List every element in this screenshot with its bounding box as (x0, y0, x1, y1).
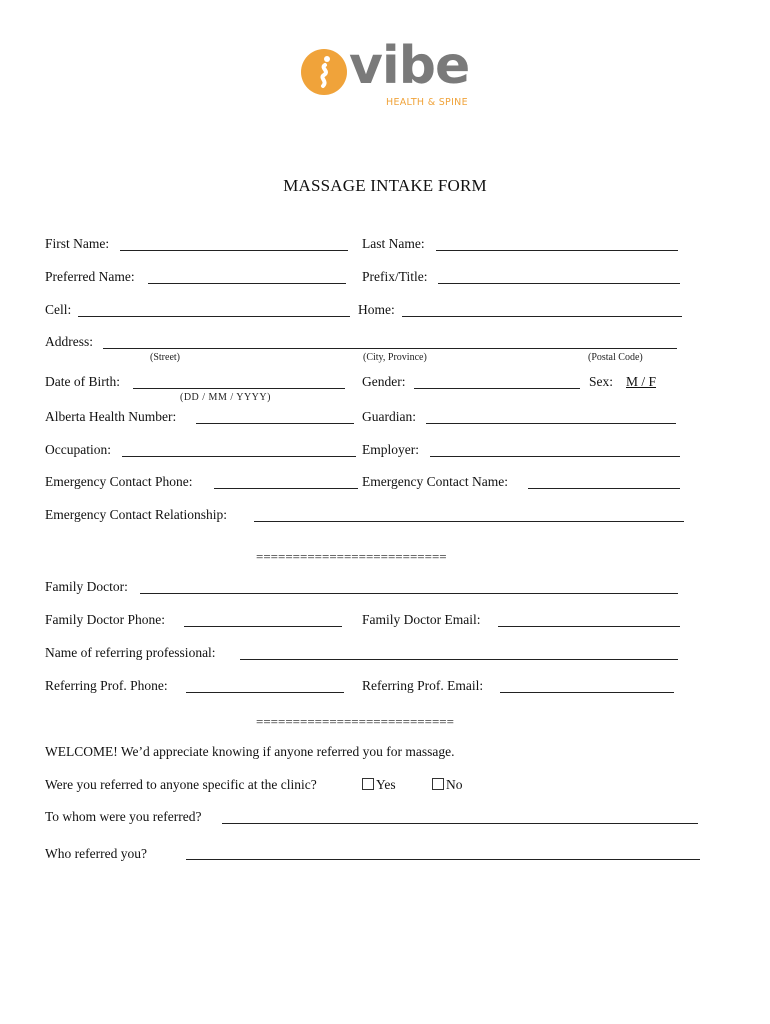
who-referred-field[interactable] (186, 859, 700, 860)
emergency-relationship-label: Emergency Contact Relationship: (45, 507, 227, 522)
referring-phone-label: Referring Prof. Phone: (45, 678, 168, 693)
postal-hint: (Postal Code) (588, 352, 643, 363)
cell-field[interactable] (78, 316, 350, 317)
dob-field[interactable] (133, 388, 345, 389)
yes-checkbox[interactable] (362, 778, 374, 790)
guardian-field[interactable] (426, 423, 676, 424)
who-referred-label: Who referred you? (45, 846, 147, 861)
family-doctor-email-label: Family Doctor Email: (362, 612, 481, 627)
home-label: Home: (358, 302, 395, 317)
health-number-field[interactable] (196, 423, 354, 424)
last-name-label: Last Name: (362, 236, 425, 251)
family-doctor-email-field[interactable] (498, 626, 680, 627)
to-whom-label: To whom were you referred? (45, 809, 202, 824)
prefix-title-label: Prefix/Title: (362, 269, 428, 284)
referring-name-field[interactable] (240, 659, 678, 660)
preferred-name-field[interactable] (148, 283, 346, 284)
section-divider: ========================== (256, 549, 447, 564)
home-field[interactable] (402, 316, 682, 317)
family-doctor-field[interactable] (140, 593, 678, 594)
family-doctor-label: Family Doctor: (45, 579, 128, 594)
yes-label: Yes (376, 777, 396, 792)
referring-email-label: Referring Prof. Email: (362, 678, 484, 693)
emergency-phone-field[interactable] (214, 488, 358, 489)
employer-label: Employer: (362, 442, 419, 457)
street-hint: (Street) (150, 352, 180, 363)
welcome-text: WELCOME! We’d appreciate knowing if anyone referred you for massage. (45, 744, 455, 759)
no-option[interactable] (432, 777, 463, 793)
prefix-title-field[interactable] (438, 283, 680, 284)
city-hint: (City, Province) (363, 352, 427, 363)
dob-label: Date of Birth: (45, 374, 120, 389)
logo-subtitle: HEALTH & SPINE (386, 97, 468, 108)
dob-hint: (DD / MM / YYYY) (180, 392, 271, 403)
yes-option[interactable] (362, 777, 396, 793)
logo (300, 36, 480, 114)
preferred-name-label: Preferred Name: (45, 269, 135, 284)
family-doctor-phone-field[interactable] (184, 626, 342, 627)
emergency-name-label: Emergency Contact Name: (362, 474, 508, 489)
last-name-field[interactable] (436, 250, 678, 251)
first-name-field[interactable] (120, 250, 348, 251)
emergency-relationship-field[interactable] (254, 521, 684, 522)
health-number-label: Alberta Health Number: (45, 409, 177, 424)
no-label: No (446, 777, 463, 792)
emergency-phone-label: Emergency Contact Phone: (45, 474, 193, 489)
to-whom-field[interactable] (222, 823, 698, 824)
referring-email-field[interactable] (500, 692, 674, 693)
address-label: Address: (45, 334, 93, 349)
occupation-label: Occupation: (45, 442, 111, 457)
logo-spine-icon (300, 48, 348, 96)
logo-word: vibe (349, 36, 470, 96)
referred-question: Were you referred to anyone specific at the clinic? (45, 777, 317, 792)
gender-field[interactable] (414, 388, 580, 389)
cell-label: Cell: (45, 302, 72, 317)
section-divider: =========================== (256, 714, 454, 729)
sex-label: Sex: (589, 374, 614, 389)
sex-options[interactable]: M / F (626, 374, 657, 389)
address-field[interactable] (103, 348, 677, 349)
page-title: MASSAGE INTAKE FORM (283, 176, 487, 195)
first-name-label: First Name: (45, 236, 110, 251)
emergency-name-field[interactable] (528, 488, 680, 489)
employer-field[interactable] (430, 456, 680, 457)
no-checkbox[interactable] (432, 778, 444, 790)
referring-phone-field[interactable] (186, 692, 344, 693)
family-doctor-phone-label: Family Doctor Phone: (45, 612, 165, 627)
gender-label: Gender: (362, 374, 406, 389)
referring-name-label: Name of referring professional: (45, 645, 216, 660)
occupation-field[interactable] (122, 456, 356, 457)
guardian-label: Guardian: (362, 409, 416, 424)
